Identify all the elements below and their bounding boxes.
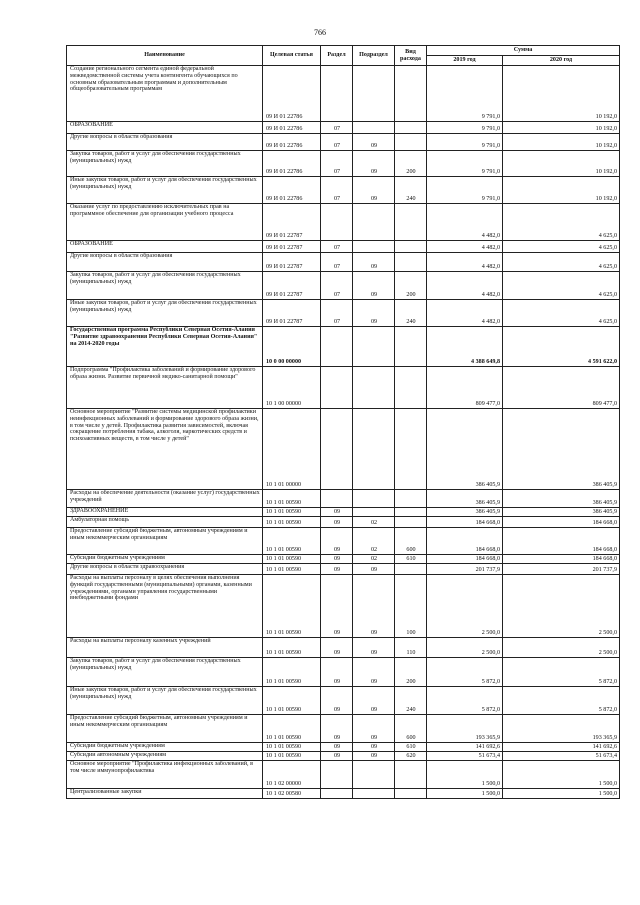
table-row: [67, 743, 620, 752]
table-row: [67, 490, 620, 508]
row-target-code: 10 1 02 00000: [263, 761, 321, 789]
row-section: 07: [321, 241, 353, 253]
row-sum-2019: 2 500,0: [427, 638, 503, 658]
row-sum-2019: 809 477,0: [427, 367, 503, 409]
table-row: [67, 66, 620, 122]
row-section: 07: [321, 300, 353, 327]
row-sum-2019: 9 791,0: [427, 66, 503, 122]
row-section: 09: [321, 528, 353, 555]
row-target-code: 10 1 01 00590: [263, 715, 321, 743]
table-row: [67, 204, 620, 241]
row-section: [321, 327, 353, 367]
row-subsection: 09: [353, 253, 395, 272]
table-row: [67, 300, 620, 327]
table-row: [67, 367, 620, 409]
row-sum-2020: 141 692,6: [503, 743, 620, 752]
row-subsection: 09: [353, 134, 395, 151]
row-target-code: 10 1 01 00590: [263, 687, 321, 715]
table-row: [67, 517, 620, 528]
row-subsection: [353, 789, 395, 799]
row-sum-2020: 5 872,0: [503, 658, 620, 687]
row-expense-type: 200: [395, 272, 427, 300]
row-name: Иные закупки товаров, работ и услуг для обеспечения государственных (муниципальных) нужд: [67, 687, 263, 715]
row-subsection: 09: [353, 575, 395, 638]
row-subsection: 09: [353, 177, 395, 204]
table-row: [67, 253, 620, 272]
row-expense-type: [395, 122, 427, 134]
row-target-code: 10 1 01 00590: [263, 638, 321, 658]
row-sum-2019: 9 791,0: [427, 134, 503, 151]
row-target-code: 09 И 01 22787: [263, 253, 321, 272]
row-sum-2020: 10 192,0: [503, 134, 620, 151]
row-subsection: 02: [353, 555, 395, 564]
row-subsection: 09: [353, 272, 395, 300]
row-section: 09: [321, 564, 353, 575]
row-target-code: 10 1 01 00590: [263, 575, 321, 638]
row-sum-2020: 184 668,0: [503, 555, 620, 564]
row-subsection: 09: [353, 752, 395, 761]
row-expense-type: 240: [395, 300, 427, 327]
row-sum-2019: 5 872,0: [427, 687, 503, 715]
row-sum-2020: 1 500,0: [503, 761, 620, 789]
row-subsection: [353, 204, 395, 241]
table-row: [67, 761, 620, 789]
row-name: Подпрограмма "Профилактика заболеваний и формирование здорового образа жизни. Развитие первичной медико-санитарной помощи": [67, 367, 263, 409]
row-expense-type: [395, 66, 427, 122]
row-subsection: [353, 122, 395, 134]
header-expense-type: Вид расхода: [395, 46, 427, 66]
row-name: Расходы на выплаты персоналу в целях обеспечения выполнения функций государственными (муниципальными) органами, казенными учреждениями, органами управления государственными внебюджетными фондами: [67, 575, 263, 638]
row-section: 09: [321, 687, 353, 715]
row-sum-2019: 4 482,0: [427, 241, 503, 253]
row-expense-type: [395, 508, 427, 517]
header-year-2019: 2019 год: [427, 56, 503, 66]
row-target-code: 10 1 01 00590: [263, 508, 321, 517]
row-target-code: 10 1 01 00590: [263, 490, 321, 508]
row-target-code: 10 1 01 00590: [263, 658, 321, 687]
row-sum-2020: 4 625,0: [503, 253, 620, 272]
row-name: ЗДРАВООХРАНЕНИЕ: [67, 508, 263, 517]
row-target-code: 09 И 01 22787: [263, 241, 321, 253]
row-sum-2020: 5 872,0: [503, 687, 620, 715]
row-subsection: 09: [353, 151, 395, 177]
row-target-code: 09 И 01 22786: [263, 66, 321, 122]
row-target-code: 09 И 01 22786: [263, 177, 321, 204]
row-expense-type: [395, 204, 427, 241]
row-sum-2020: 4 591 622,0: [503, 327, 620, 367]
row-sum-2020: 1 500,0: [503, 789, 620, 799]
row-sum-2020: 2 500,0: [503, 638, 620, 658]
table-row: [67, 272, 620, 300]
table-row: [67, 177, 620, 204]
row-sum-2019: 1 500,0: [427, 789, 503, 799]
row-sum-2019: 184 668,0: [427, 555, 503, 564]
row-sum-2020: 10 192,0: [503, 177, 620, 204]
row-sum-2019: 9 791,0: [427, 151, 503, 177]
table-row: [67, 241, 620, 253]
row-sum-2020: 193 365,9: [503, 715, 620, 743]
row-sum-2020: 386 405,9: [503, 409, 620, 490]
row-target-code: 09 И 01 22786: [263, 134, 321, 151]
row-expense-type: [395, 241, 427, 253]
row-name: Иные закупки товаров, работ и услуг для обеспечения государственных (муниципальных) нужд: [67, 300, 263, 327]
header-name: Наименование: [67, 46, 263, 66]
row-sum-2019: 201 737,9: [427, 564, 503, 575]
row-expense-type: [395, 789, 427, 799]
table-row: [67, 575, 620, 638]
row-section: 07: [321, 122, 353, 134]
row-subsection: 02: [353, 528, 395, 555]
table-row: [67, 409, 620, 490]
table-row: [67, 564, 620, 575]
row-name: Закупка товаров, работ и услуг для обеспечения государственных (муниципальных) нужд: [67, 151, 263, 177]
row-expense-type: 620: [395, 752, 427, 761]
row-sum-2019: 9 791,0: [427, 122, 503, 134]
row-sum-2019: 4 388 649,8: [427, 327, 503, 367]
row-subsection: 09: [353, 658, 395, 687]
row-target-code: 09 И 01 22786: [263, 151, 321, 177]
row-expense-type: 100: [395, 575, 427, 638]
header-sum: Сумма: [427, 46, 620, 56]
row-sum-2019: 4 482,0: [427, 253, 503, 272]
row-name: Другие вопросы в области образования: [67, 253, 263, 272]
row-target-code: 10 0 00 00000: [263, 327, 321, 367]
row-sum-2019: 386 405,9: [427, 490, 503, 508]
row-name: Иные закупки товаров, работ и услуг для обеспечения государственных (муниципальных) нужд: [67, 177, 263, 204]
row-sum-2020: 4 625,0: [503, 272, 620, 300]
row-section: 09: [321, 517, 353, 528]
page-number: 766: [314, 28, 326, 37]
row-target-code: 10 1 01 00590: [263, 528, 321, 555]
header-target: Целевая статья: [263, 46, 321, 66]
row-target-code: 09 И 01 22787: [263, 300, 321, 327]
row-subsection: [353, 327, 395, 367]
row-section: 09: [321, 508, 353, 517]
row-expense-type: 610: [395, 555, 427, 564]
row-section: [321, 761, 353, 789]
row-section: [321, 409, 353, 490]
row-section: [321, 789, 353, 799]
row-name: Расходы на выплаты персоналу казенных учреждений: [67, 638, 263, 658]
row-expense-type: 610: [395, 743, 427, 752]
row-section: 09: [321, 658, 353, 687]
row-sum-2020: 10 192,0: [503, 151, 620, 177]
row-target-code: 10 1 02 00580: [263, 789, 321, 799]
row-subsection: [353, 508, 395, 517]
table-row: [67, 658, 620, 687]
row-target-code: 10 1 01 00590: [263, 752, 321, 761]
table-row: [67, 508, 620, 517]
table-row: [67, 555, 620, 564]
row-subsection: 09: [353, 564, 395, 575]
row-sum-2019: 193 365,9: [427, 715, 503, 743]
row-expense-type: 200: [395, 151, 427, 177]
row-name: Предоставление субсидий бюджетным, автономным учреждениям и иным некоммерческим организациям: [67, 528, 263, 555]
row-subsection: 09: [353, 715, 395, 743]
row-expense-type: [395, 253, 427, 272]
row-name: Государственная программа Республики Северная Осетия-Алания "Развитие здравоохранения Республики Северная Осетия-Алания" на 2014-2020 годы: [67, 327, 263, 367]
row-sum-2019: 51 673,4: [427, 752, 503, 761]
table-header: [67, 46, 620, 66]
row-sum-2019: 386 405,9: [427, 508, 503, 517]
row-target-code: 09 И 01 22787: [263, 204, 321, 241]
row-sum-2019: 386 405,9: [427, 409, 503, 490]
row-sum-2020: 2 500,0: [503, 575, 620, 638]
table-row: [67, 327, 620, 367]
row-section: 09: [321, 715, 353, 743]
row-expense-type: [395, 327, 427, 367]
row-name: Субсидии автономным учреждениям: [67, 752, 263, 761]
row-subsection: [353, 409, 395, 490]
row-section: 09: [321, 575, 353, 638]
row-subsection: 02: [353, 517, 395, 528]
row-section: 09: [321, 752, 353, 761]
row-expense-type: [395, 409, 427, 490]
row-target-code: 10 1 00 00000: [263, 367, 321, 409]
row-name: Оказание услуг по предоставлению исключительных прав на программное обеспечение для организации учебного процесса: [67, 204, 263, 241]
row-sum-2019: 5 872,0: [427, 658, 503, 687]
row-name: Другие вопросы в области образования: [67, 134, 263, 151]
table-row: [67, 687, 620, 715]
row-subsection: 09: [353, 687, 395, 715]
row-expense-type: 200: [395, 658, 427, 687]
table-row: [67, 151, 620, 177]
row-sum-2019: 141 692,6: [427, 743, 503, 752]
row-name: Субсидии бюджетным учреждениям: [67, 743, 263, 752]
row-sum-2020: 51 673,4: [503, 752, 620, 761]
row-subsection: 09: [353, 638, 395, 658]
row-name: Основное мероприятие "Профилактика инфекционных заболеваний, в том числе иммунопрофилактика: [67, 761, 263, 789]
row-sum-2019: 4 482,0: [427, 204, 503, 241]
row-sum-2019: 1 500,0: [427, 761, 503, 789]
row-expense-type: 600: [395, 528, 427, 555]
table-row: [67, 789, 620, 799]
row-expense-type: [395, 367, 427, 409]
row-sum-2020: 10 192,0: [503, 122, 620, 134]
table-body: [67, 66, 620, 799]
row-name: Создание регионального сегмента единой федеральной межведомственной системы учета контингента обучающихся по основным образовательным программам и дополнительным общеобразовательным программам: [67, 66, 263, 122]
row-sum-2019: 4 482,0: [427, 272, 503, 300]
row-sum-2019: 184 668,0: [427, 517, 503, 528]
row-expense-type: [395, 490, 427, 508]
table-row: [67, 752, 620, 761]
row-sum-2019: 9 791,0: [427, 177, 503, 204]
row-name: Централизованные закупки: [67, 789, 263, 799]
row-section: 07: [321, 177, 353, 204]
header-subsection: Подраздел: [353, 46, 395, 66]
table-row: [67, 134, 620, 151]
row-subsection: [353, 367, 395, 409]
row-section: [321, 204, 353, 241]
table-row: [67, 528, 620, 555]
row-section: [321, 66, 353, 122]
row-section: 07: [321, 253, 353, 272]
row-subsection: 09: [353, 743, 395, 752]
row-subsection: [353, 490, 395, 508]
row-subsection: [353, 241, 395, 253]
row-sum-2019: 184 668,0: [427, 528, 503, 555]
row-section: 09: [321, 555, 353, 564]
row-target-code: 10 1 01 00590: [263, 564, 321, 575]
row-expense-type: [395, 564, 427, 575]
row-sum-2020: 4 625,0: [503, 241, 620, 253]
row-section: 07: [321, 134, 353, 151]
row-name: Другие вопросы в области здравоохранения: [67, 564, 263, 575]
row-target-code: 10 1 01 00000: [263, 409, 321, 490]
table-row: [67, 638, 620, 658]
row-subsection: 09: [353, 300, 395, 327]
row-sum-2020: 4 625,0: [503, 300, 620, 327]
table-row: [67, 122, 620, 134]
row-target-code: 09 И 01 22786: [263, 122, 321, 134]
row-target-code: 10 1 01 00590: [263, 743, 321, 752]
row-name: Предоставление субсидий бюджетным, автономным учреждениям и иным некоммерческим организациям: [67, 715, 263, 743]
row-section: 07: [321, 151, 353, 177]
budget-table: [66, 45, 620, 799]
header-section: Раздел: [321, 46, 353, 66]
row-target-code: 09 И 01 22787: [263, 272, 321, 300]
row-target-code: 10 1 01 00590: [263, 517, 321, 528]
row-expense-type: 240: [395, 177, 427, 204]
row-sum-2020: 184 668,0: [503, 528, 620, 555]
row-name: Амбулаторная помощь: [67, 517, 263, 528]
row-name: ОБРАЗОВАНИЕ: [67, 241, 263, 253]
row-section: 07: [321, 272, 353, 300]
row-sum-2020: 201 737,9: [503, 564, 620, 575]
row-section: [321, 490, 353, 508]
row-expense-type: [395, 134, 427, 151]
row-expense-type: 110: [395, 638, 427, 658]
row-name: Закупка товаров, работ и услуг для обеспечения государственных (муниципальных) нужд: [67, 272, 263, 300]
row-sum-2020: 386 405,9: [503, 508, 620, 517]
row-expense-type: [395, 761, 427, 789]
row-sum-2020: 809 477,0: [503, 367, 620, 409]
row-subsection: [353, 761, 395, 789]
header-year-2020: 2020 год: [503, 56, 620, 66]
row-name: Закупка товаров, работ и услуг для обеспечения государственных (муниципальных) нужд: [67, 658, 263, 687]
row-name: Субсидии бюджетным учреждениям: [67, 555, 263, 564]
row-section: 09: [321, 743, 353, 752]
row-section: [321, 367, 353, 409]
row-sum-2020: 386 405,9: [503, 490, 620, 508]
row-sum-2020: 4 625,0: [503, 204, 620, 241]
row-name: ОБРАЗОВАНИЕ: [67, 122, 263, 134]
row-sum-2020: 184 668,0: [503, 517, 620, 528]
row-sum-2020: 10 192,0: [503, 66, 620, 122]
row-target-code: 10 1 01 00590: [263, 555, 321, 564]
row-subsection: [353, 66, 395, 122]
row-section: 09: [321, 638, 353, 658]
row-expense-type: [395, 517, 427, 528]
row-sum-2019: 4 482,0: [427, 300, 503, 327]
row-name: Основное мероприятие "Развитие системы медицинской профилактики неинфекционных заболеваний и формирование здорового образа жизни, в том числе у детей. Профилактика развития зависимостей, включая сокращение потребления табака, алкоголя, наркотических средств и психоактивных веществ, в том числе у детей": [67, 409, 263, 490]
row-expense-type: 600: [395, 715, 427, 743]
table-row: [67, 715, 620, 743]
row-sum-2019: 2 500,0: [427, 575, 503, 638]
row-name: Расходы на обеспечение деятельности (оказание услуг) государственных учреждений: [67, 490, 263, 508]
row-expense-type: 240: [395, 687, 427, 715]
